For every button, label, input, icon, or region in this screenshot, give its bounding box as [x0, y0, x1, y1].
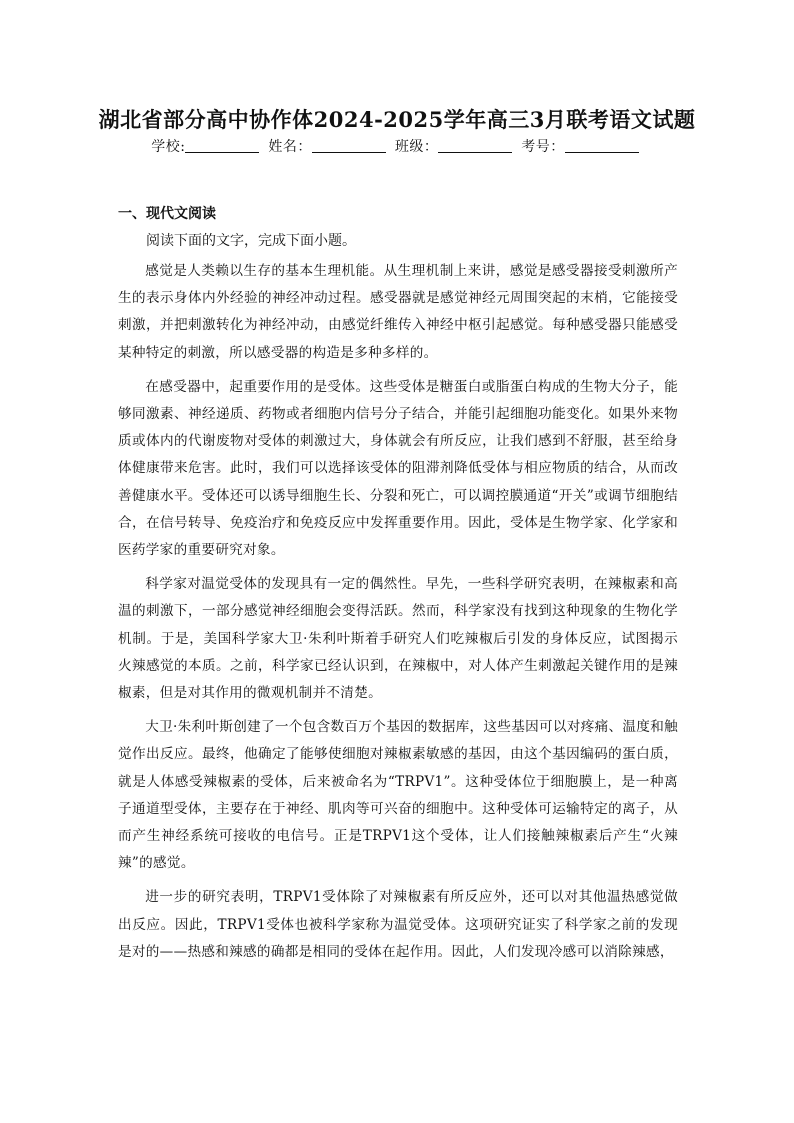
student-info-line [0, 136, 794, 156]
number-label: 考号： [521, 139, 565, 155]
passage-paragraph: 感觉是人类赖以生存的基本生理机能。从生理机制上来讲，感觉是感受器接受刺激所产生的表示身体内外经验的神经冲动过程。感受器就是感觉神经元周围突起的末梢，它能接受刺激，并把刺激转化为神经冲动，由感觉纤维传入神经中枢引起感觉。每种感受器只能感受某种特定的刺激，所以感受器的构造是多种多样的。 [118, 263, 678, 361]
class-blank[interactable] [438, 138, 512, 153]
school-blank[interactable] [185, 138, 259, 153]
number-blank[interactable] [565, 138, 639, 153]
name-blank[interactable] [312, 138, 386, 153]
passage-paragraph: 进一步的研究表明，TRPV1受体除了对辣椒素有所反应外，还可以对其他温热感觉做出反应。因此，TRPV1受体也被科学家称为温觉受体。这项研究证实了科学家之前的发现是对的——热感和辣感的确都是相同的受体在起作用。因此，人们发现冷感可以消除辣感， [118, 889, 678, 960]
passage-paragraph: 科学家对温觉受体的发现具有一定的偶然性。早先，一些科学研究表明，在辣椒素和高温的刺激下，一部分感觉神经细胞会变得活跃。然而，科学家没有找到这种现象的生物化学机制。于是，美国科学家大卫·朱利叶斯着手研究人们吃辣椒后引发的身体反应，试图揭示火辣感觉的本质。之前，科学家已经认识到，在辣椒中，对人体产生刺激起关键作用的是辣椒素，但是对其作用的微观机制并不清楚。 [118, 576, 678, 702]
passage-paragraph: 大卫·朱利叶斯创建了一个包含数百万个基因的数据库，这些基因可以对疼痛、温度和触觉作出反应。最终，他确定了能够使细胞对辣椒素敏感的基因，由这个基因编码的蛋白质，就是人体感受辣椒素的受体，后来被命名为“TRPV1”。这种受体位于细胞膜上，是一种离子通道型受体，主要存在于神经、肌肉等可兴奋的细胞中。这种受体可运输特定的离子，从而产生神经系统可接收的电信号。正是TRPV1这个受体，让人们接触辣椒素后产生“火辣辣”的感觉。 [118, 719, 678, 872]
class-label: 班级： [394, 139, 439, 155]
name-label: 姓名： [268, 139, 312, 155]
exam-title: 湖北省部分高中协作体2024-2025学年高三3月联考语文试题 [98, 107, 696, 132]
reading-instruction: 阅读下面的文字，完成下面小题。 [146, 233, 356, 249]
reading-passage [118, 258, 678, 973]
passage-paragraph: 在感受器中，起重要作用的是受体。这些受体是糖蛋白或脂蛋白构成的生物大分子，能够同激素、神经递质、药物或者细胞内信号分子结合，并能引起细胞功能变化。如果外来物质或体内的代谢废物对受体的刺激过大，身体就会有所反应，让我们感到不舒服，甚至给身体健康带来危害。此时，我们可以选择该受体的阻滞剂降低受体与相应物质的结合，从而改善健康水平。受体还可以诱导细胞生长、分裂和死亡，可以调控膜通道“开关”或调节细胞结合，在信号转导、免疫治疗和免疫反应中发挥重要作用。因此，受体是生物学家、化学家和医药学家的重要研究对象。 [118, 378, 678, 559]
school-label: 学校: [151, 139, 186, 155]
section-heading: 一、现代文阅读 [118, 206, 216, 222]
